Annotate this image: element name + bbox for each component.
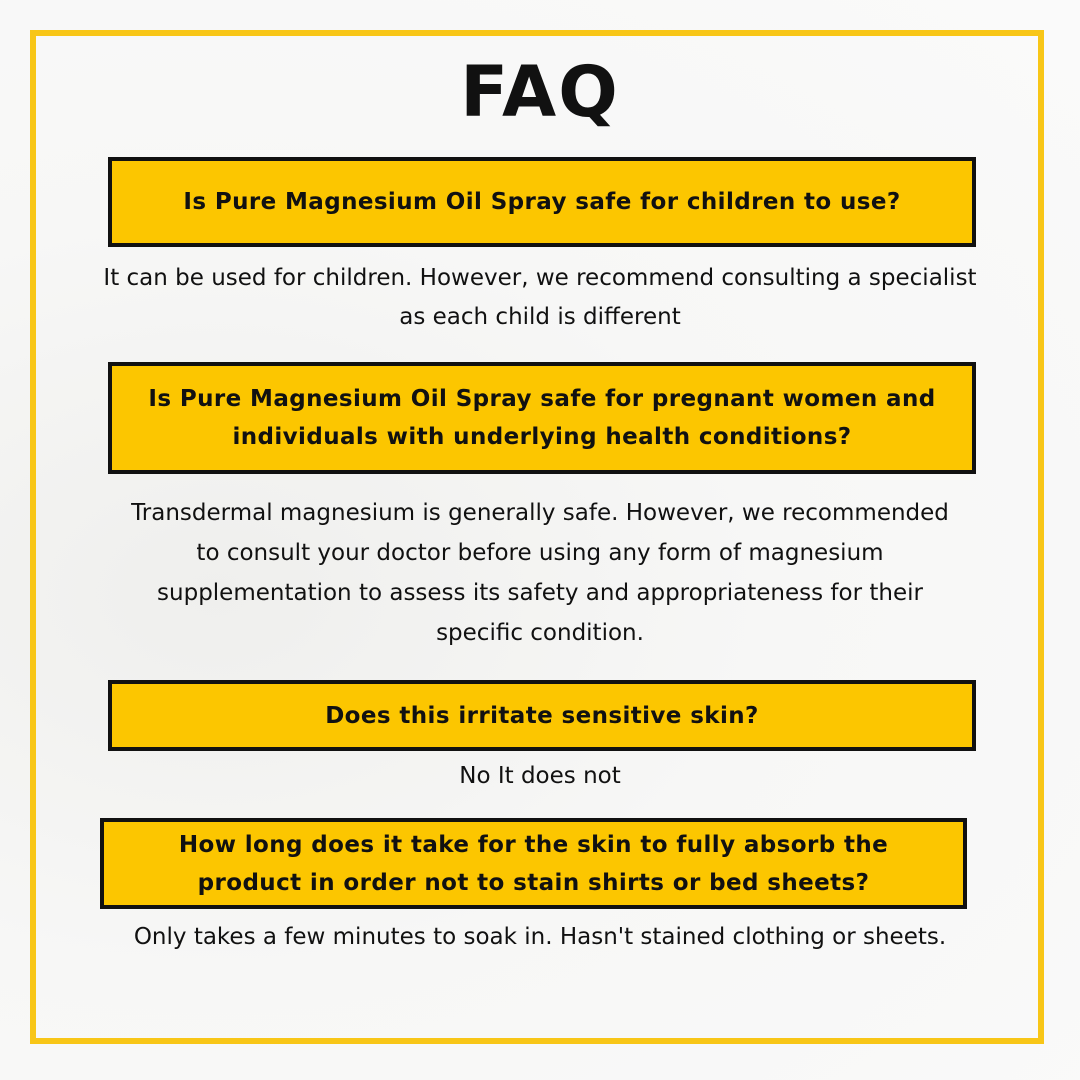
page-title: FAQ (460, 51, 620, 133)
faq-question-3 (108, 680, 976, 751)
faq-question-2 (108, 362, 976, 474)
faq-answer-1: It can be used for children. However, we recommend consulting a specialist as each child is different (103, 265, 977, 330)
faq-answer-2: Transdermal magnesium is generally safe. However, we recommended to consult your doctor before using any form of magnesium supplementation to assess its safety and appropriateness for their specific condition. (131, 500, 949, 646)
faq-question-2-text: Is Pure Magnesium Oil Spray safe for pregnant women and individuals with underlying health conditions? (148, 386, 936, 450)
faq-question-3-text: Does this irritate sensitive skin? (325, 702, 759, 729)
faq-answer-4: Only takes a few minutes to soak in. Hasn't stained clothing or sheets. (133, 924, 947, 950)
faq-question-1 (108, 157, 976, 247)
faq-question-1-text: Is Pure Magnesium Oil Spray safe for children to use? (183, 189, 901, 215)
faq-question-4-text: How long does it take for the skin to fully absorb the product in order not to stain shirts or bed sheets? (178, 831, 889, 896)
faq-answer-3: No It does not (459, 763, 621, 789)
faq-question-4 (100, 818, 967, 909)
